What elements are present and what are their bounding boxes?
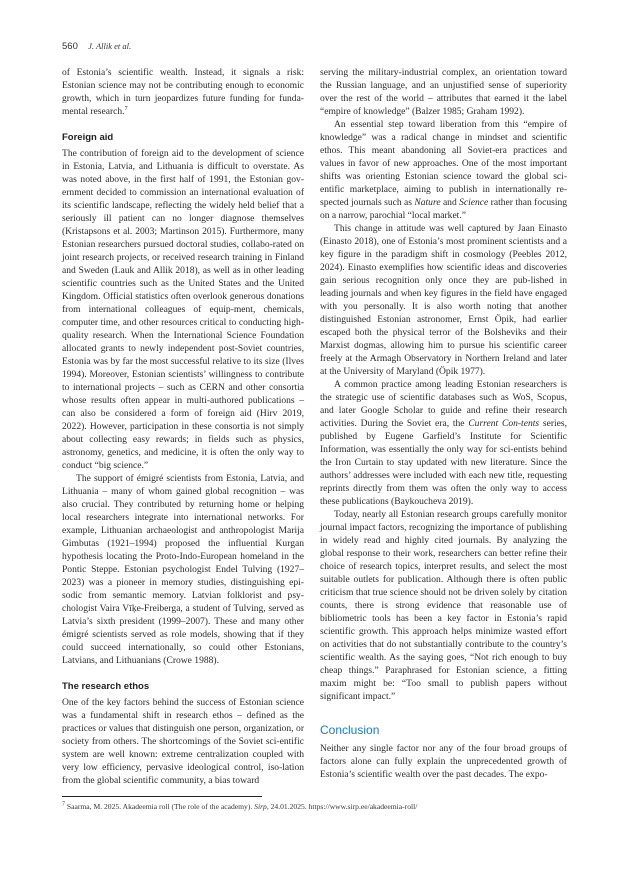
paragraph-text: A common practice among leading Estonian researchers is the strategic use of scientific databases such as WoS, Scopus, and later Google Scholar to guide and refine their research activities. During the Soviet era, the [320, 379, 567, 429]
section-heading-research-ethos: The research ethos [62, 681, 150, 692]
paragraph [62, 66, 304, 118]
paragraph [320, 118, 567, 222]
footnote-url-text[interactable]: , 24.01.2025. https://www.sirp.ee/akadeemia-roll/ [266, 802, 418, 811]
paragraph-text: An essential step toward liberation from this “empire of knowledge” was a radical change in mindset and scientific ethos. This meant abandoning all Soviet-era practices and values in favor of new approaches. One of the most important shifts was orienting Estonian science toward the global sci-entific marketplace, aiming to publish in internationally re-spected journals such as [320, 119, 567, 208]
paragraph-text: of Estonia’s scientific wealth. Instead, it signals a risk: Estonian science may not be contributing enough to economic growth, which in turn jeopardizes future funding for funda-mental research. [62, 67, 304, 117]
paragraph-text: series, published by Eugene Garfield’s Institute for Scientific Information, was essentially the only way for sci-entists behind the Iron Curtain to stay updated with new literature. Since the authors’ addresses were included with each new title, requesting reprints directly from them was often the only way to access these publications (Baykoucheva 2019). [320, 418, 567, 507]
paragraph: Today, nearly all Estonian research groups carefully monitor journal impact factors, recognizing the importance of publishing in widely read and highly cited journals. By analyzing the global response to their work, researchers can better refine their choice of research topics, interpret results, and select the most suitable outlets for publication. Although there is often public criticism that true science should not be driven solely by citation counts, there is strong evidence that reasonable use of bibliometric tools has been a key factor in Estonia’s rapid scientific growth. This approach helps minimize wasted effort on activities that do not substantially contribute to the country’s scientific wealth. As the saying goes, “Not rich enough to buy cheap things.” Paraphrased for Estonian science, a fitting maxim might be: “Too small to publish papers without significant impact.” [320, 509, 567, 702]
footnote [62, 802, 582, 812]
paragraph: Neither any single factor nor any of the four broad groups of factors alone can fully explain the unprecedented growth of Estonia’s scientific wealth over the past decades. The expo- [320, 743, 567, 780]
page-number: 560 [62, 41, 78, 52]
publication-name-current-contents: Current Con-tents [468, 418, 540, 429]
footnote-journal: Sirp [254, 802, 267, 811]
running-head [62, 41, 131, 53]
footnote-ref[interactable]: 7 [124, 105, 128, 112]
running-head-authors: J. Allik et al. [88, 41, 132, 51]
section-heading-conclusion: Conclusion [320, 723, 380, 737]
paragraph: The support of émigré scientists from Estonia, Latvia, and Lithuania – many of whom gained global recognition – was also crucial. They contributed by returning home or helping local researchers integrate into international networks. For example, Lithuanian archaeologist and anthropologist Marija Gimbutas (1921–1994) proposed the influential Kurgan hypothesis locating the Proto-Indo-European homeland in the Pontic Steppe. Estonian psychologist Endel Tulving (1927–2023) was a pioneer in memory studies, distinguishing epi-sodic from semantic memory. Latvian folklorist and psy-chologist Vaira Vīķe-Freiberga, a student of Tulving, served as Latvia’s sixth president (1999–2007). These and many other émigré scientists served as role models, showing that if they could succeed internationally, so could other Estonians, Latvians, and Lithuanians (Crowe 1988). [62, 473, 304, 666]
footnote-text: Saarma, M. 2025. Akadeemia roll (The role of the academy). [65, 802, 255, 811]
paragraph: The contribution of foreign aid to the development of science in Estonia, Latvia, and Lithuania is difficult to overstate. As was noted above, in the first half of 1991, the Estonian gov-ernment decided to commission an international evaluation of its scientific landscape, reflecting the widely held belief that a seriously ill patient can no longer diagnose themselves (Kristapsons et al. 2003; Martinson 2015). Furthermore, many Estonian researchers pursued doctoral studies, collabo-rated on joint research projects, or received research training in Finland and Sweden (Lauk and Allik 2018), as well as in other leading scientific countries such as the United States and the United Kingdom. Official statistics often overlook generous donations from international colleagues of equip-ment, chemicals, computer time, and other resources critical to conducting high-quality research. When the International Science Foundation allocated grants to newly independent post-Soviet countries, Estonia was by far the most successful relative to its size (Ilves 1994). Moreover, Estonian scientists’ willingness to contribute to international projects – such as CERN and other consortia whose results often appear in multi-authored publications – can also be considered a form of foreign aid (Hirv 2019, 2022). However, participation in these consortia is not simply about collecting easy rewards; in fields such as physics, astronomy, genetics, and medicine, it is often the only way to conduct “big science.” [62, 148, 304, 471]
journal-name-science: Science [459, 197, 489, 208]
right-column [320, 66, 567, 781]
paragraph-text: rather than focusing on a narrow, parochial “local market.” [320, 197, 568, 221]
paragraph: This change in attitude was well captured by Jaan Einasto (Einasto 2018), one of Estonia’s most prominent scientists and a key figure in the paradigm shift in cosmology (Peebles 2012, 2024). Einasto exemplifies how scientific ideas and discoveries gain serious recognition only once they are pub-lished in leading journals and when key figures in the field have engaged with you personally. It is also worth noting that another distinguished Estonian astronomer, Ernst Öpik, had earlier escaped both the physical terror of the Bolsheviks and their Marxist dogmas, allowing him to pursue his scientific career freely at the Armagh Observatory in Northern Ireland and later at the University of Maryland (Öpik 1977). [320, 223, 567, 377]
footnote-mark: 7 [62, 801, 65, 808]
paragraph-text: and [440, 197, 460, 208]
paragraph [320, 378, 567, 508]
section-heading-foreign-aid: Foreign aid [62, 132, 114, 143]
left-column [62, 66, 304, 787]
paragraph: One of the key factors behind the success of Estonian science was a fundamental shift in research ethos – defined as the practices or values that distinguish one person, organization, or society from others. The shortcomings of the Soviet sci-entific system are well known: extreme centralization coupled with very low efficiency, pervasive ideological control, iso-lation from the global scientific community, a bias toward [62, 697, 304, 786]
paragraph: serving the military-industrial complex, an orientation toward the Russian language, and an unjustified sense of superiority over the rest of the world – attributes that earned it the label “empire of knowledge” (Balzer 1985; Graham 1992). [320, 67, 567, 117]
footnote-divider [62, 796, 262, 797]
journal-name-nature: Nature [414, 197, 441, 208]
